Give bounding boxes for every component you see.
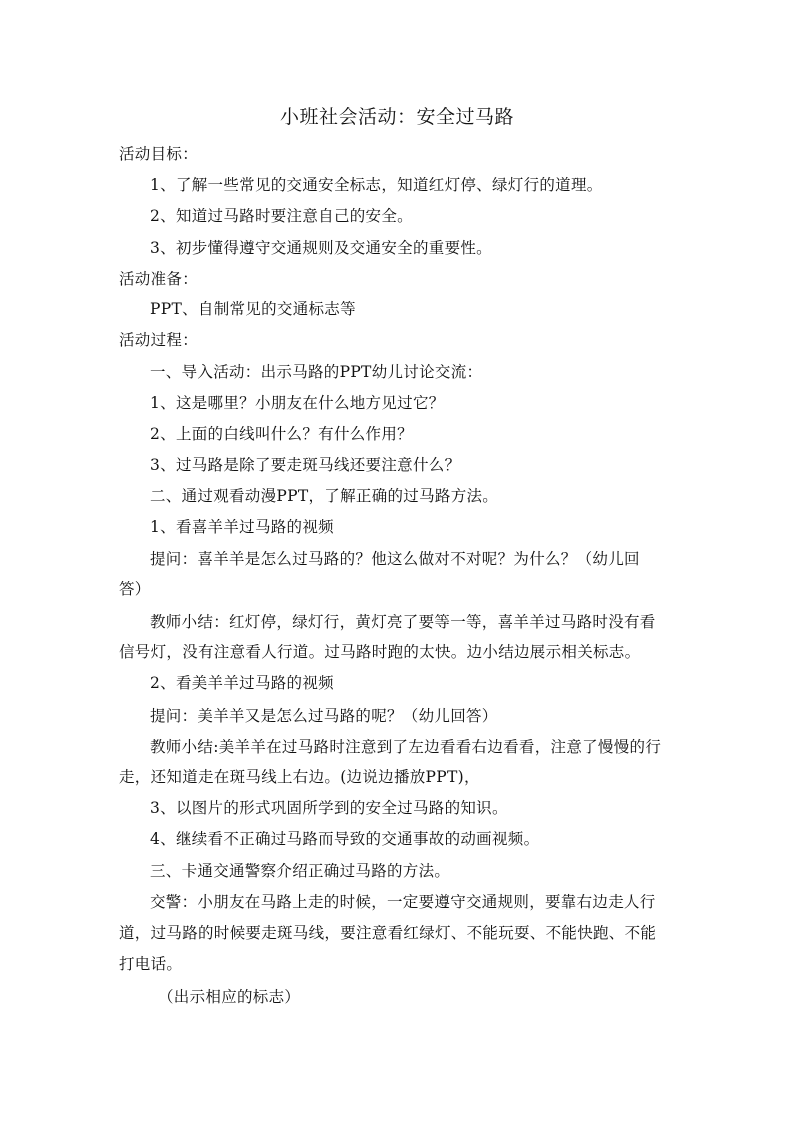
process-text: 提问：美羊羊又是怎么过马路的呢？（幼儿回答）: [150, 707, 498, 725]
section-heading-preparation: 活动准备：: [119, 270, 199, 288]
process-text: 信号灯，没有注意看人行道。过马路时跑的太快。边小结边展示相关标志。: [119, 643, 641, 661]
process-text: 交警：小朋友在马路上走的时候，一定要遵守交通规则，要靠右边走人行: [150, 893, 656, 911]
section-heading-goals: 活动目标：: [119, 145, 199, 163]
process-step: 1、看喜羊羊过马路的视频: [150, 518, 334, 536]
document-title: 小班社会活动：安全过马路: [279, 106, 514, 128]
goal-item: 3、初步懂得遵守交通规则及交通安全的重要性。: [150, 239, 492, 257]
process-step: 1、这是哪里？小朋友在什么地方见过它？: [150, 394, 445, 412]
goal-item: 1、了解一些常见的交通安全标志，知道红灯停、绿灯行的道理。: [150, 176, 603, 194]
preparation-item: PPT、自制常见的交通标志等: [150, 300, 356, 318]
process-step: 三、卡通交通警察介绍正确过马路的方法。: [150, 862, 451, 880]
process-text: 答）: [119, 580, 151, 598]
section-heading-process: 活动过程：: [119, 331, 199, 349]
process-step: 4、继续看不正确过马路而导致的交通事故的动画视频。: [150, 830, 540, 848]
process-text: 道，过马路的时候要走斑马线，要注意看红绿灯、不能玩耍、不能快跑、不能: [119, 924, 657, 942]
process-text: 打电话。: [119, 955, 183, 973]
process-step: 3、以图片的形式巩固所学到的安全过马路的知识。: [150, 799, 508, 817]
process-step: 2、上面的白线叫什么？有什么作用？: [150, 425, 413, 443]
process-step: 3、过马路是除了要走斑马线还要注意什么？: [150, 456, 461, 474]
process-text: 提问：喜羊羊是怎么过马路的？他这么做对不对呢？为什么？（幼儿回: [150, 550, 640, 568]
process-text: 教师小结:美羊羊在过马路时注意到了左边看看右边看看，注意了慢慢的行: [150, 738, 662, 756]
process-text: 教师小结：红灯停，绿灯行，黄灯亮了要等一等，喜羊羊过马路时没有看: [150, 613, 656, 631]
process-step: 一、导入活动：出示马路的PPT幼儿讨论交流：: [150, 363, 483, 381]
process-step: 2、看美羊羊过马路的视频: [150, 674, 334, 692]
process-text: （出示相应的标志）: [158, 988, 301, 1006]
process-step: 二、通过观看动漫PPT，了解正确的过马路方法。: [150, 487, 499, 505]
goal-item: 2、知道过马路时要注意自己的安全。: [150, 207, 413, 225]
process-text: 走，还知道走在斑马线上右边。(边说边播放PPT)，: [119, 768, 480, 786]
